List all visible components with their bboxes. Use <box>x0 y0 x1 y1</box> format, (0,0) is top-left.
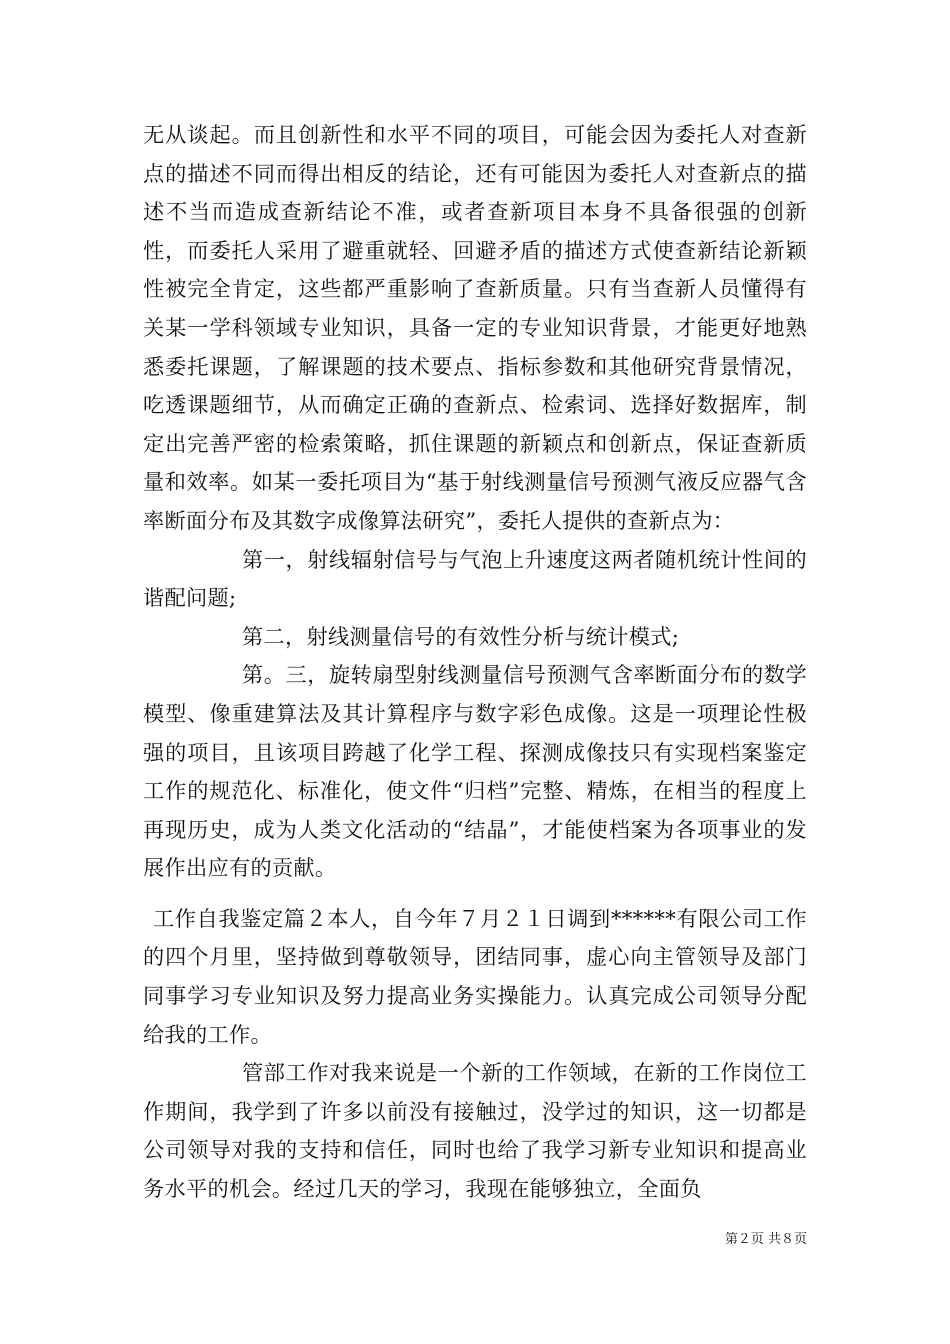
paragraph-novelty-search: 无从谈起。而且创新性和水平不同的项目，可能会因为委托人对查新点的描述不同而得出相反的结论，还有可能因为委托人对查新点的描述不当而造成查新结论不准，或者查新项目本身不具备很强的创新性，而委托人采用了避重就轻、回避矛盾的描述方式使查新结论新颖性被完全肯定，这些都严重影响了查新质量。只有当查新人员懂得有关某一学科领域专业知识，具备一定的专业知识背景，才能更好地熟悉委托课题，了解课题的技术要点、指标参数和其他研究背景情况，吃透课题细节，从而确定正确的查新点、检索词、选择好数据库，制定出完善严密的检索策略，抓住课题的新颖点和创新点，保证查新质量和效率。如某一委托项目为“基于射线测量信号预测气液反应器气含率断面分布及其数字成像算法研究”，委托人提供的查新点为： <box>143 122 807 533</box>
paragraph-self-appraisal-intro: 工作自我鉴定篇２本人，自今年７月２１日调到******有限公司工作的四个月里，坚持做到尊敬领导，团结同事，虚心向主管领导及部门同事学习专业知识及努力提高业务实操能力。认真完成公司领导分配给我的工作。 <box>143 905 807 1047</box>
page-number-footer: 第２页 共８页 <box>724 1232 807 1247</box>
paragraph-point-one: 第一，射线辐射信号与气泡上升速度这两者随机统计性间的谐配问题; <box>143 546 807 611</box>
paragraph-management-work: 管部工作对我来说是一个新的工作领域，在新的工作岗位工作期间，我学到了许多以前没有接触过，没学过的知识，这一切都是公司领导对我的支持和信任，同时也给了我学习新专业知识和提高业务水平的机会。经过几天的学习，我现在能够独立，全面负 <box>143 1060 807 1202</box>
paragraph-point-three: 第。三，旋转扇型射线测量信号预测气含率断面分布的数学模型、像重建算法及其计算程序与数字彩色成像。这是一项理论性极强的项目，且该项目跨越了化学工程、探测成像技只有实现档案鉴定工作的规范化、标准化，使文件“归档”完整、精炼，在相当的程度上再现历史，成为人类文化活动的“结晶”，才能使档案为各项事业的发展作出应有的贡献。 <box>143 662 807 881</box>
paragraph-point-two: 第二，射线测量信号的有效性分析与统计模式; <box>242 623 680 649</box>
document-body <box>143 116 807 1209</box>
